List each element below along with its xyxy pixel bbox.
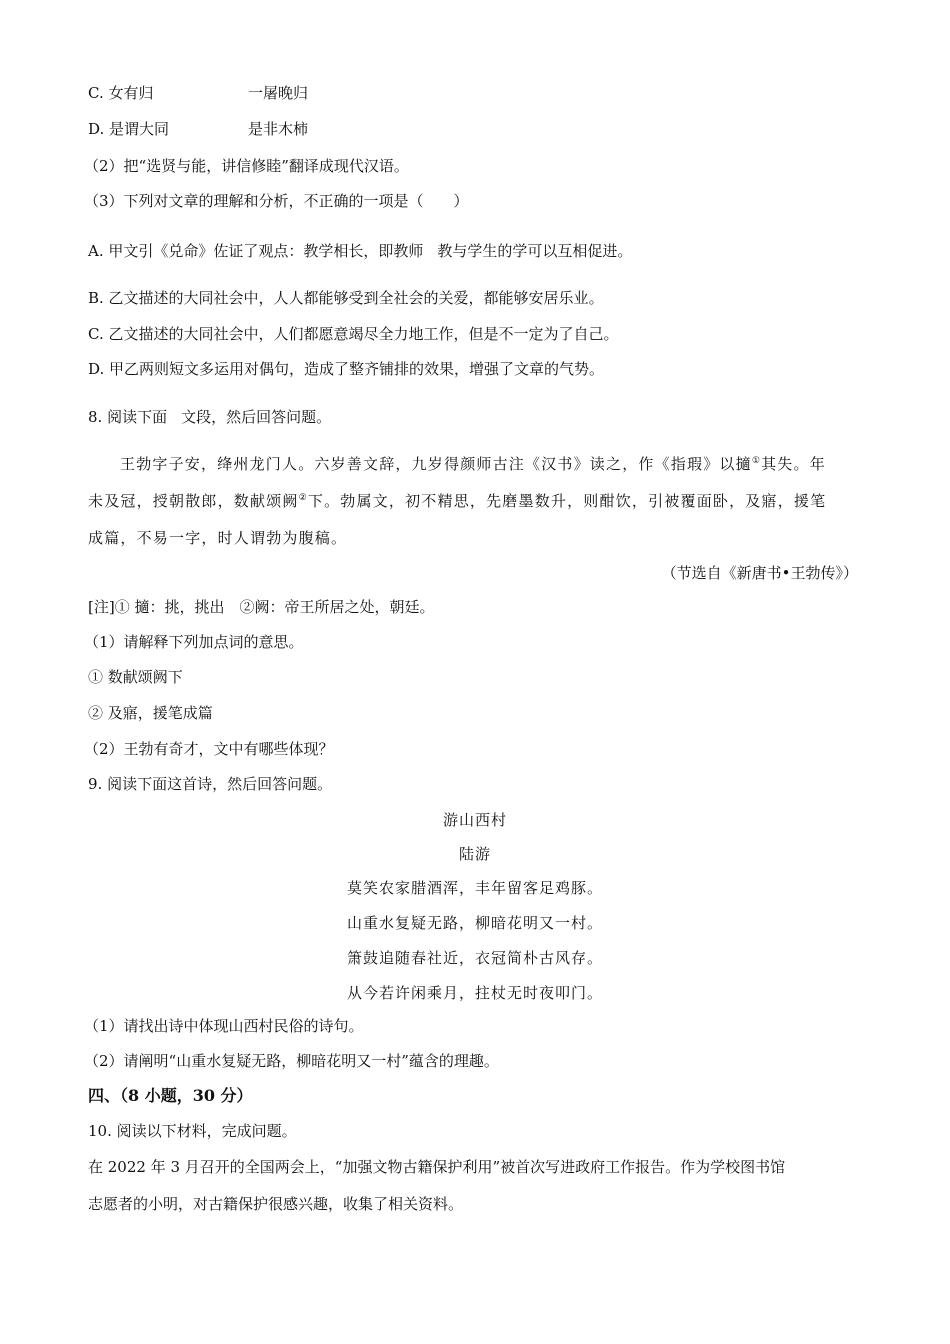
q9-intro: 9. 阅读下面这首诗，然后回答问题。 bbox=[88, 775, 333, 793]
q8-intro-text-1: 8. 阅读下面 bbox=[88, 408, 168, 426]
q10-material-line-2: 志愿者的小明，对古籍保护很感兴趣，收集了相关资料。 bbox=[88, 1195, 464, 1213]
q8-note: [注]① 擿：挑，挑出 ②阙：帝王所居之处，朝廷。 bbox=[88, 598, 435, 616]
poem-line-4: 从今若许闲乘月，拄杖无时夜叩门。 bbox=[346, 984, 603, 1002]
q7-answer-a-text-1: A. 甲文引《兑命》佐证了观点：教学相长，即教师 bbox=[88, 242, 424, 260]
q7-option-c-left: C. 女有归 bbox=[88, 84, 154, 102]
q7-option-c-right: 一屠晚归 bbox=[248, 84, 309, 102]
q9-subquestion-2: （2）请阐明“山重水复疑无路，柳暗花明又一村”蕴含的理趣。 bbox=[84, 1052, 499, 1070]
q8-item-2: ② 及寤，援笔成篇 bbox=[88, 704, 213, 722]
q8-passage-text: 下。勃属文，初不精思，先磨墨数升，则酣饮，引被覆面卧，及寤，援笔 bbox=[307, 492, 827, 510]
q7-option-d-left: D. 是谓大同 bbox=[88, 120, 170, 138]
q8-intro-text-2: 文段，然后回答问题。 bbox=[181, 408, 332, 426]
q8-intro bbox=[88, 407, 331, 427]
q7-subquestion-3: （3）下列对文章的理解和分析，不正确的一项是（ ） bbox=[84, 192, 469, 210]
q7-answer-a bbox=[88, 241, 632, 261]
q7-subquestion-2: （2）把“选贤与能，讲信修睦”翻译成现代汉语。 bbox=[84, 157, 409, 175]
section-heading: 四、（8 小题，30 分） bbox=[88, 1086, 253, 1105]
q8-passage-text: 未及冠，授朝散郎，数献颂阙 bbox=[88, 492, 299, 510]
q7-answer-a-text-2: 教与学生的学可以互相促进。 bbox=[437, 242, 633, 260]
poem-line-1: 莫笑农家腊酒浑，丰年留客足鸡豚。 bbox=[346, 879, 603, 897]
q8-subquestion-1: （1）请解释下列加点词的意思。 bbox=[84, 633, 304, 651]
q8-source: （节选自《新唐书•王勃传》） bbox=[661, 564, 858, 582]
q8-subquestion-2: （2）王勃有奇才，文中有哪些体现？ bbox=[84, 740, 334, 758]
q7-answer-b: B. 乙文描述的大同社会中，人人都能够受到全社会的关爱，都能够安居乐业。 bbox=[88, 289, 604, 307]
q8-passage-text: 王勃字子安，绛州龙门人。六岁善文辞，九岁得颜师古注《汉书》读之，作《指瑕》以擿 bbox=[120, 455, 752, 473]
q8-item-1: ① 数献颂阙下 bbox=[88, 668, 183, 686]
footnote-marker: ② bbox=[298, 493, 308, 503]
q7-answer-c: C. 乙文描述的大同社会中，人们都愿意竭尽全力地工作，但是不一定为了自己。 bbox=[88, 325, 619, 343]
poem-line-3: 箫鼓追随春社近，衣冠简朴古风存。 bbox=[346, 949, 603, 967]
poem-line-2: 山重水复疑无路，柳暗花明又一村。 bbox=[346, 914, 603, 932]
q10-intro: 10. 阅读以下材料，完成问题。 bbox=[88, 1122, 297, 1140]
q10-material-line-1: 在 2022 年 3 月召开的全国两会上，“加强文物古籍保护利用”被首次写进政府工作报告。作为学校图书馆 bbox=[88, 1158, 786, 1176]
q8-passage-text: 其失。年 bbox=[761, 455, 826, 473]
q9-subquestion-1: （1）请找出诗中体现山西村民俗的诗句。 bbox=[84, 1017, 364, 1035]
q8-passage-line-3: 成篇，不易一字，时人谓勃为腹稿。 bbox=[88, 529, 348, 547]
q8-passage-line-1 bbox=[120, 454, 826, 474]
footnote-marker: ① bbox=[751, 456, 762, 466]
poem-author: 陆游 bbox=[458, 845, 491, 863]
q8-passage-line-2 bbox=[88, 491, 826, 511]
poem-title: 游山西村 bbox=[442, 811, 507, 829]
q7-answer-d: D. 甲乙两则短文多运用对偶句，造成了整齐铺排的效果，增强了文章的气势。 bbox=[88, 360, 605, 378]
q7-option-d-right: 是非木柿 bbox=[248, 120, 309, 138]
